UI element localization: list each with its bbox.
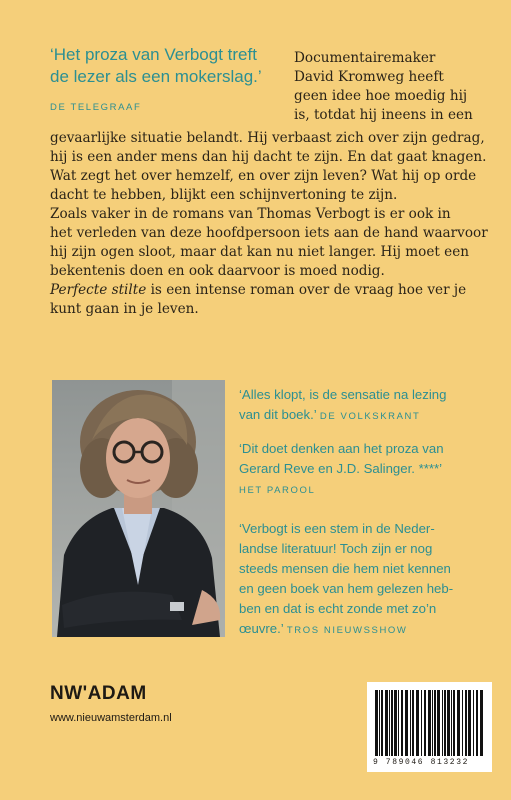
blurb-line: hij zijn ogen sloot, maar dat kan nu niet langer. Hij moet een (50, 244, 470, 260)
top-quote-line-2: de lezer als een mokerslag.’ (50, 67, 262, 86)
blurb-line: gevaarlijke situatie belandt. Hij verbaast zich over zijn gedrag, (50, 130, 485, 146)
blurb-line: geen idee hoe moedig hij (294, 88, 468, 104)
blurb-line: Zoals vaker in de romans van Thomas Verbogt is er ook in (50, 206, 451, 222)
review-3-source: TROS NIEUWSSHOW (286, 625, 408, 636)
top-quote-source: DE TELEGRAAF (50, 102, 142, 113)
review-2-line: Gerard Reve en J.D. Salinger. ****’ (239, 461, 443, 476)
blurb-line: bekentenis doen en ook daarvoor is moed nodig. (50, 263, 385, 279)
blurb-line: dacht te hebben, blijkt een schijnvertoning te zijn. (50, 187, 398, 203)
review-3-line: landse literatuur! Toch zijn er nog (239, 541, 433, 556)
author-photo (52, 380, 225, 637)
blurb-line: Wat zegt het over hemzelf, en over zijn leven? Wat hij op orde (50, 168, 477, 184)
review-1-line: ‘Alles klopt, is de sensatie na lezing (239, 387, 447, 402)
blurb-line: hij is een ander mens dan hij dacht te zijn. En dat gaat knagen. (50, 149, 487, 165)
blurb-line: kunt gaan in je leven. (50, 301, 199, 317)
book-title: Perfecte stilte (50, 282, 147, 298)
top-quote-line-1: ‘Het proza van Verbogt treft (50, 45, 257, 64)
review-3-line: ‘Verbogt is een stem in de Neder- (239, 521, 435, 536)
author-portrait-illustration (52, 380, 225, 637)
blurb-line-title (50, 281, 466, 300)
barcode-digits: 9 789046 813232 (373, 758, 470, 767)
blurb-line: Documentairemaker (294, 50, 436, 66)
publisher-url[interactable]: www.nieuwamsterdam.nl (50, 712, 172, 724)
review-3-line: en geen boek van hem gelezen heb- (239, 581, 454, 596)
review-3-line: œuvre.’ TROS NIEUWSSHOW (239, 621, 408, 636)
review-3-line: steeds mensen die hem niet kennen (239, 561, 451, 576)
blurb-line: het verleden van deze hoofdpersoon iets aan de hand waarvoor (50, 225, 488, 241)
review-1-line: van dit boek.’ DE VOLKSKRANT (239, 407, 421, 422)
blurb-line-rest: is een intense roman over de vraag hoe ver je (146, 282, 467, 298)
blurb-line: David Kromweg heeft (294, 69, 444, 85)
review-2-source: HET PAROOL (239, 485, 316, 496)
review-2-line: ‘Dit doet denken aan het proza van (239, 441, 444, 456)
blurb-line: is, totdat hij ineens in een (294, 107, 473, 123)
review-3-line: ben en dat is echt zonde met zo’n (239, 601, 437, 616)
top-quote (50, 44, 282, 88)
publisher-logo: NW'ADAM (50, 683, 147, 704)
review-1-source: DE VOLKSKRANT (319, 411, 421, 422)
barcode-bars (367, 686, 492, 761)
